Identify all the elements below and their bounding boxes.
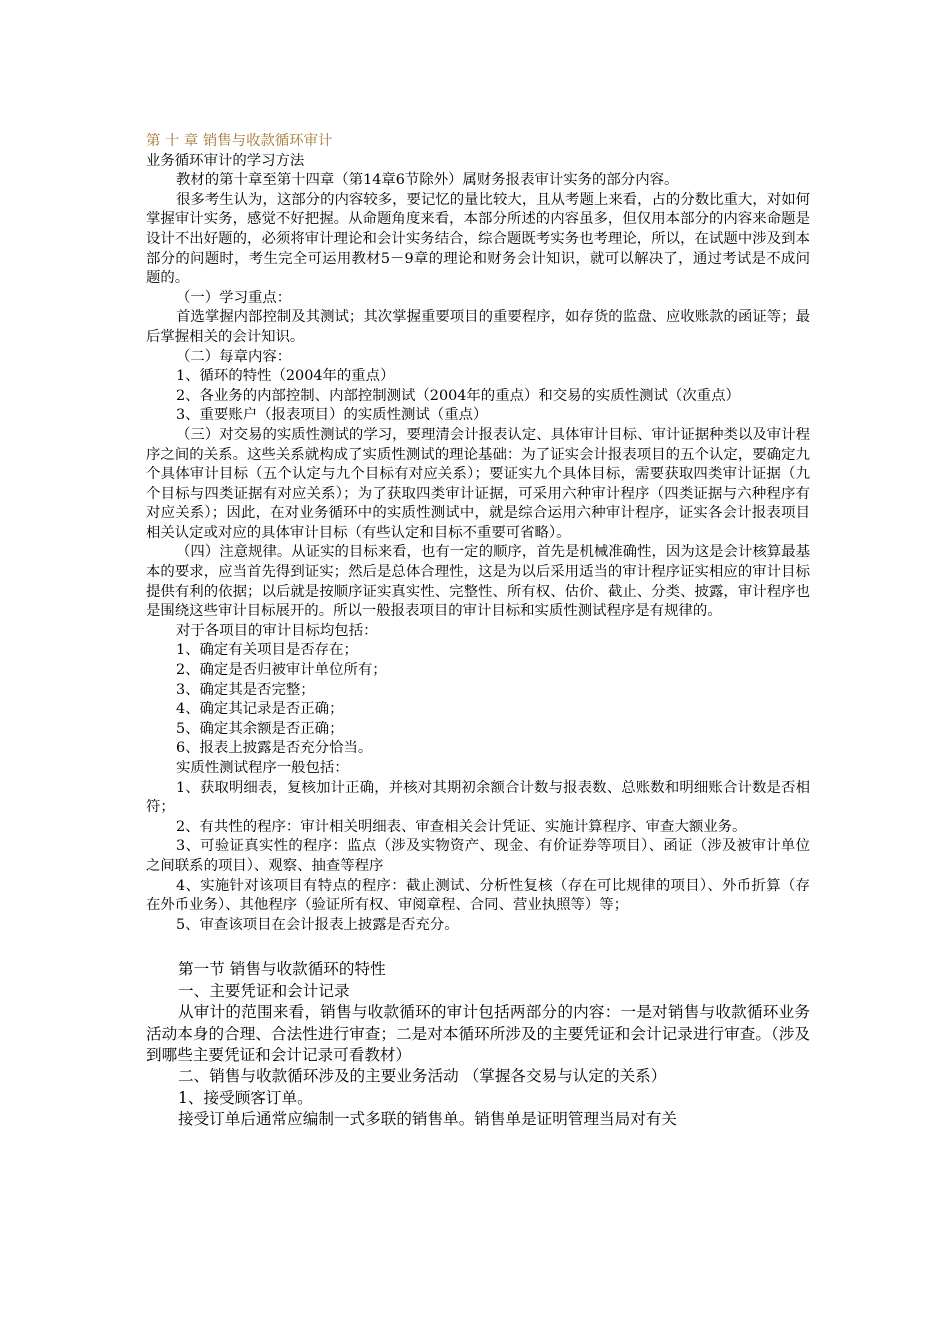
section-paragraph-2: 接受订单后通常应编制一式多联的销售单。销售单是证明管理当局对有关 bbox=[178, 1110, 678, 1129]
objective-item-5: 5、确定其余额是否正确； bbox=[176, 720, 344, 737]
rules-paragraph: （四）注意规律。从证实的目标来看，也有一定的顺序，首先是机械准确性，因为这是会计核算最基本的要求，应当首先得到证实；然后是总体合理性，这是为以后采用适当的审计程序证实相应的审计目标提供有利的依据；以后就是按顺序证实真实性、完整性、所有权、估价、截止、分类、披露，审计程序也是围绕这些审计目标展开的。所以一般报表项目的审计目标和实质性测试程序是有规律的。 bbox=[146, 544, 810, 620]
method-subtitle: 业务循环审计的学习方法 bbox=[146, 152, 305, 169]
content-item-3: 3、重要账户（报表项目）的实质性测试（重点） bbox=[176, 407, 488, 424]
section-paragraph-1: 从审计的范围来看，销售与收款循环的审计包括两部分的内容：一是对销售与收款循环业务活动本身的合理、合法性进行审查；二是对本循环所涉及的主要凭证和会计记录进行审查。（涉及到哪些主要凭证和会计记录可看教材） bbox=[146, 1003, 810, 1064]
intro-paragraph-1: 教材的第十章至第十四章（第14章6节除外）属财务报表审计实务的部分内容。 bbox=[176, 172, 679, 189]
objective-item-1: 1、确定有关项目是否存在； bbox=[176, 642, 358, 659]
objective-item-6: 6、报表上披露是否充分恰当。 bbox=[176, 740, 373, 757]
objective-item-2: 2、确定是否归被审计单位所有； bbox=[176, 662, 387, 679]
procedure-item-4: 4、实施针对该项目有特点的程序：截止测试、分析性复核（存在可比规律的项目）、外币折算（存在外币业务）、其他程序（验证所有权、审阅章程、合同、营业执照等）等； bbox=[146, 877, 810, 914]
content-item-1: 1、循环的特性（2004年的重点） bbox=[176, 368, 395, 385]
intro-paragraph-2: 很多考生认为，这部分的内容较多，要记忆的量比较大，且从考题上来看，占的分数比重大，对如何掌握审计实务，感觉不好把握。从命题角度来看，本部分所述的内容虽多，但仅用本部分的内容来命题是设计不出好题的，必须将审计理论和会计实务结合，综合题既考实务也考理论，所以，在试题中涉及到本部分的问题时，考生完全可运用教材5－9章的理论和财务会计知识，就可以解决了，通过考试是不成问题的。 bbox=[146, 191, 810, 287]
substantive-paragraph: （三）对交易的实质性测试的学习，要理清会计报表认定、具体审计目标、审计证据种类以及审计程序之间的关系。这些关系就构成了实质性测试的理论基础：为了证实会计报表项目的五个认定，要确定九个具体审计目标（五个认定与九个目标有对应关系）；要证实九个具体目标，需要获取四类审计证据（九个目标与四类证据有对应关系）；为了获取四类审计证据，可采用六种审计程序（四类证据与六种程序有对应关系）；因此，在对业务循环中的实质性测试中，就是综合运用六种审计程序，证实各会计报表项目相关认定或对应的具体审计目标（有些认定和目标不重要可省略）。 bbox=[146, 426, 810, 541]
section-title: 第一节 销售与收款循环的特性 bbox=[178, 960, 386, 979]
procedure-item-2: 2、有共性的程序：审计相关明细表、审查相关会计凭证、实施计算程序、审查大额业务。 bbox=[176, 818, 747, 835]
section-spacer bbox=[146, 935, 810, 959]
section-subheading-2: 二、销售与收款循环涉及的主要业务活动 （掌握各交易与认定的关系） bbox=[178, 1067, 667, 1086]
objectives-heading: 对于各项目的审计目标均包括： bbox=[176, 622, 378, 639]
section-subheading-3: 1、接受顾客订单。 bbox=[178, 1088, 313, 1107]
procedure-item-5: 5、审查该项目在会计报表上披露是否充分。 bbox=[176, 916, 459, 933]
focus-paragraph: 首选掌握内部控制及其测试；其次掌握重要项目的重要程序，如存货的监盘、应收账款的函证等；最后掌握相关的会计知识。 bbox=[146, 309, 810, 345]
procedures-heading: 实质性测试程序一般包括： bbox=[176, 760, 349, 776]
objective-item-3: 3、确定其是否完整； bbox=[176, 681, 315, 698]
content-item-2: 2、各业务的内部控制、内部控制测试（2004年的重点）和交易的实质性测试（次重点） bbox=[176, 387, 740, 404]
procedure-item-3: 3、可验证真实性的程序：监点（涉及实物资产、现金、有价证券等项目）、函证（涉及被审计单位之间联系的项目）、观察、抽查等程序 bbox=[146, 838, 810, 874]
objective-item-4: 4、确定其记录是否正确； bbox=[176, 701, 344, 718]
content-heading: （二）每章内容： bbox=[176, 348, 292, 365]
focus-heading: （一）学习重点： bbox=[176, 289, 292, 306]
document-page bbox=[146, 132, 810, 1131]
section-subheading-1: 一、主要凭证和会计记录 bbox=[178, 981, 350, 1000]
chapter-title: 第 十 章 销售与收款循环审计 bbox=[146, 133, 333, 149]
procedure-item-1: 1、获取明细表，复核加计正确，并核对其期初余额合计数与报表数、总账数和明细账合计数是否相符； bbox=[146, 779, 810, 816]
